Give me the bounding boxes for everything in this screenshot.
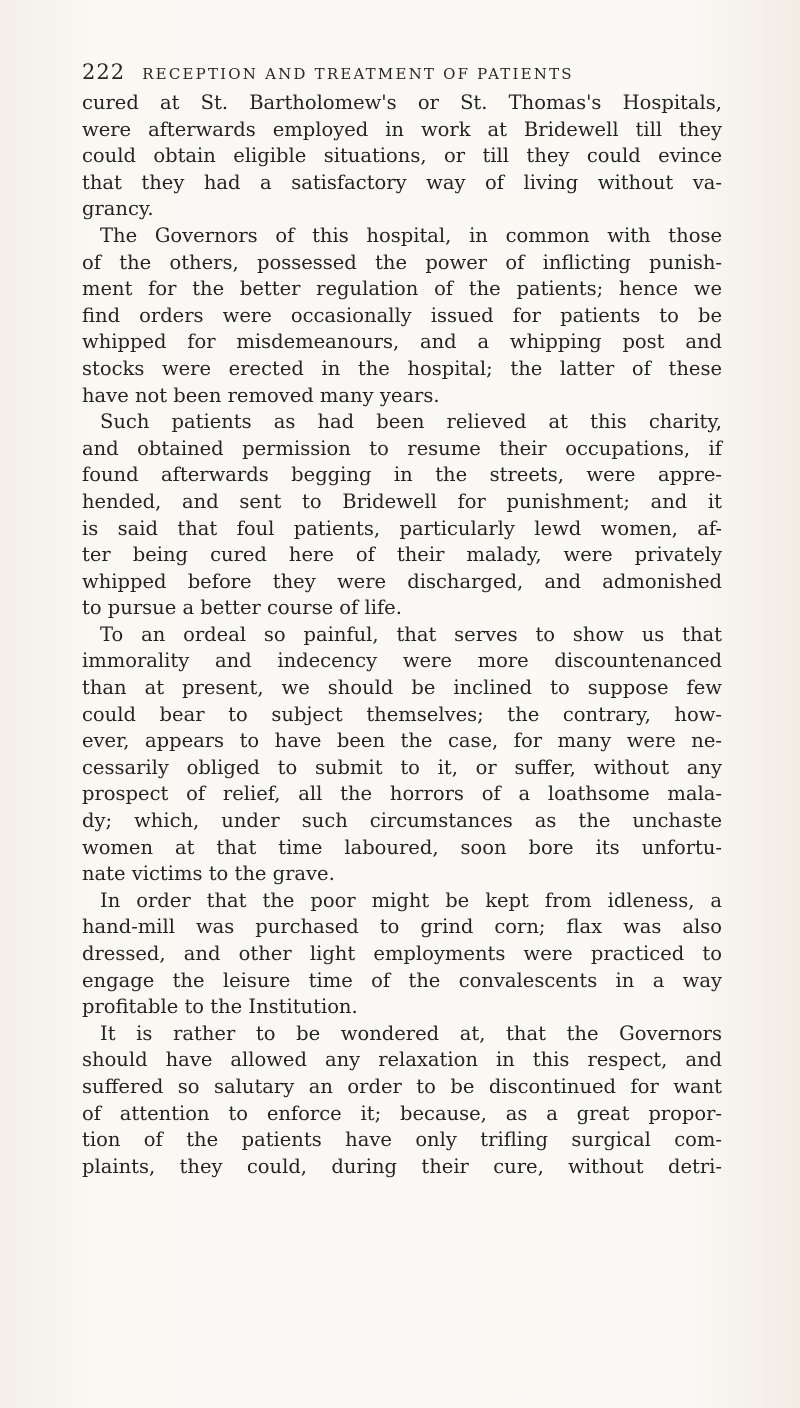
text-line: could obtain eligible situations, or till they could evince xyxy=(82,144,722,168)
text-line: profitable to the Institution. xyxy=(82,995,358,1019)
text-line: of attention to enforce it; because, as a great propor- xyxy=(82,1101,722,1125)
text-line: The Governors of this hospital, in common with those xyxy=(100,223,722,247)
text-line: suffered so salutary an order to be discontinued for want xyxy=(82,1074,722,1098)
text-line: ter being cured here of their malady, were privately xyxy=(82,543,722,567)
text-line: could bear to subject themselves; the contrary, how- xyxy=(82,702,722,726)
text-line: hended, and sent to Bridewell for punishment; and it xyxy=(82,489,722,513)
text-line: have not been removed many years. xyxy=(82,383,440,407)
page-header xyxy=(82,60,722,84)
text-line: find orders were occasionally issued for patients to be xyxy=(82,303,722,327)
text-line: of the others, possessed the power of inflicting punish- xyxy=(82,250,722,274)
text-line: dy; which, under such circumstances as the unchaste xyxy=(82,809,722,833)
text-line: ment for the better regulation of the patients; hence we xyxy=(82,277,722,301)
text-line: prospect of relief, all the horrors of a loathsome mala- xyxy=(82,782,722,806)
text-line: hand-mill was purchased to grind corn; flax was also xyxy=(82,915,722,939)
text-line: tion of the patients have only trifling surgical com- xyxy=(82,1128,722,1152)
text-line: that they had a satisfactory way of living without va- xyxy=(82,170,722,194)
text-line: immorality and indecency were more discountenanced xyxy=(82,649,722,673)
text-line: than at present, we should be inclined to suppose few xyxy=(82,676,722,700)
text-line: It is rather to be wondered at, that the Governors xyxy=(100,1021,722,1045)
text-line: engage the leisure time of the convalescents in a way xyxy=(82,968,722,992)
text-line: grancy. xyxy=(82,197,154,221)
text-line: cessarily obliged to submit to it, or suffer, without any xyxy=(82,755,722,779)
text-line: women at that time laboured, soon bore its unfortu- xyxy=(82,835,722,859)
text-line: found afterwards begging in the streets, were appre- xyxy=(82,463,722,487)
text-line: stocks were erected in the hospital; the latter of these xyxy=(82,356,722,380)
text-line: is said that foul patients, particularly lewd women, af- xyxy=(82,516,722,540)
text-line: were afterwards employed in work at Bridewell till they xyxy=(82,117,722,141)
text-line: cured at St. Bartholomew's or St. Thomas's Hospitals, xyxy=(82,91,722,114)
text-line: dressed, and other light employments were practiced to xyxy=(82,942,722,965)
body-text xyxy=(82,90,722,1180)
text-line: whipped for misdemeanours, and a whipping post and xyxy=(82,330,722,354)
page-number: 222 xyxy=(82,60,126,84)
text-line: should have allowed any relaxation in this respect, and xyxy=(82,1048,722,1072)
text-line: whipped before they were discharged, and admonished xyxy=(82,569,722,593)
text-line: plaints, they could, during their cure, without detri- xyxy=(82,1154,722,1178)
text-line: and obtained permission to resume their occupations, if xyxy=(82,436,722,460)
text-line: To an ordeal so painful, that serves to show us that xyxy=(100,622,722,646)
text-line: nate victims to the grave. xyxy=(82,862,335,886)
running-title: RECEPTION AND TREATMENT OF PATIENTS xyxy=(142,65,574,83)
text-line: Such patients as had been relieved at this charity, xyxy=(100,410,722,434)
text-line: In order that the poor might be kept from idleness, a xyxy=(100,888,722,912)
text-line: to pursue a better course of life. xyxy=(82,596,402,620)
text-line: ever, appears to have been the case, for many were ne- xyxy=(82,729,722,753)
